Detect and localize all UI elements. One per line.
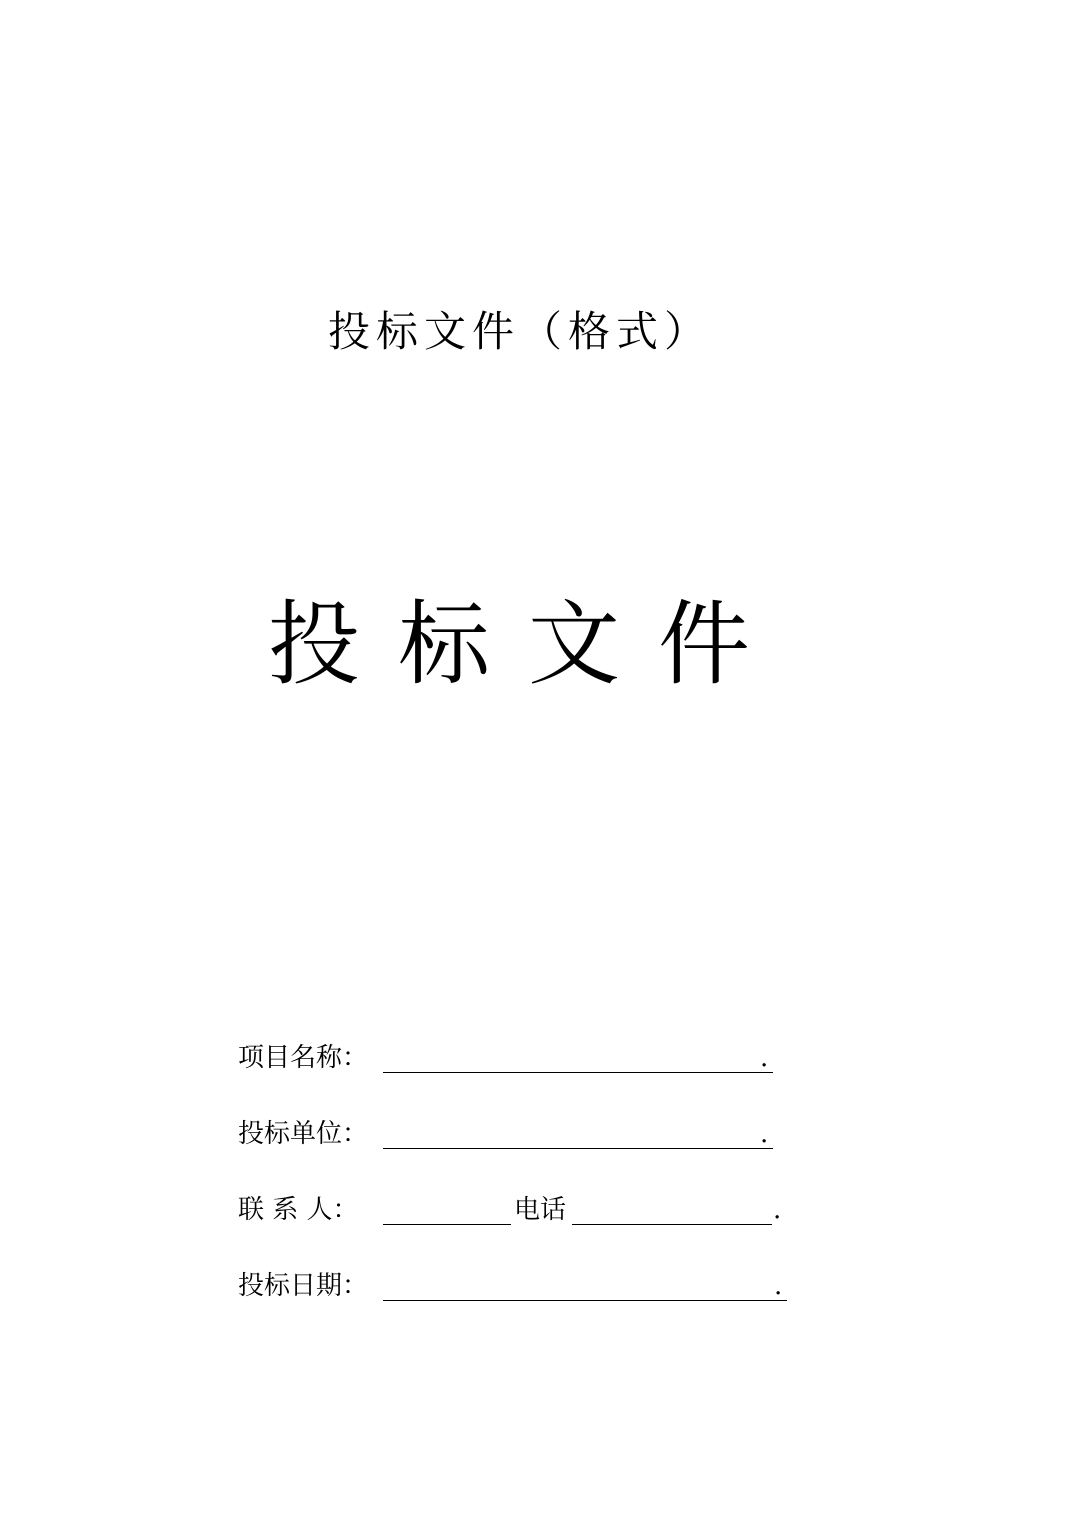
- cover-title: [0, 590, 1080, 700]
- contact-label: 联 系 人：: [238, 1195, 359, 1225]
- bidder-end-mark: .: [760, 1119, 769, 1149]
- title-char-4: 件: [658, 591, 751, 698]
- contact-field: [238, 1190, 798, 1230]
- title-char-3: 文: [528, 591, 621, 698]
- title-char-1: 投: [268, 591, 361, 698]
- bidder-label: 投标单位：: [238, 1119, 369, 1149]
- phone-blank[interactable]: [572, 1224, 772, 1225]
- date-label: 投标日期：: [238, 1271, 369, 1301]
- contact-end-mark: .: [773, 1195, 782, 1225]
- phone-label: 电话: [514, 1195, 567, 1225]
- date-end-mark: .: [774, 1271, 783, 1301]
- date-field: [238, 1266, 808, 1306]
- title-char-2: 标: [398, 591, 491, 698]
- project-name-field: [238, 1038, 798, 1078]
- date-blank[interactable]: [383, 1300, 787, 1301]
- bidder-field: [238, 1114, 798, 1154]
- project-name-blank[interactable]: [383, 1072, 773, 1073]
- project-name-label: 项目名称：: [238, 1043, 369, 1073]
- contact-blank[interactable]: [383, 1224, 511, 1225]
- cover-subtitle: 投标文件（格式）: [328, 307, 713, 356]
- bidder-blank[interactable]: [383, 1148, 773, 1149]
- project-name-end-mark: .: [760, 1043, 769, 1073]
